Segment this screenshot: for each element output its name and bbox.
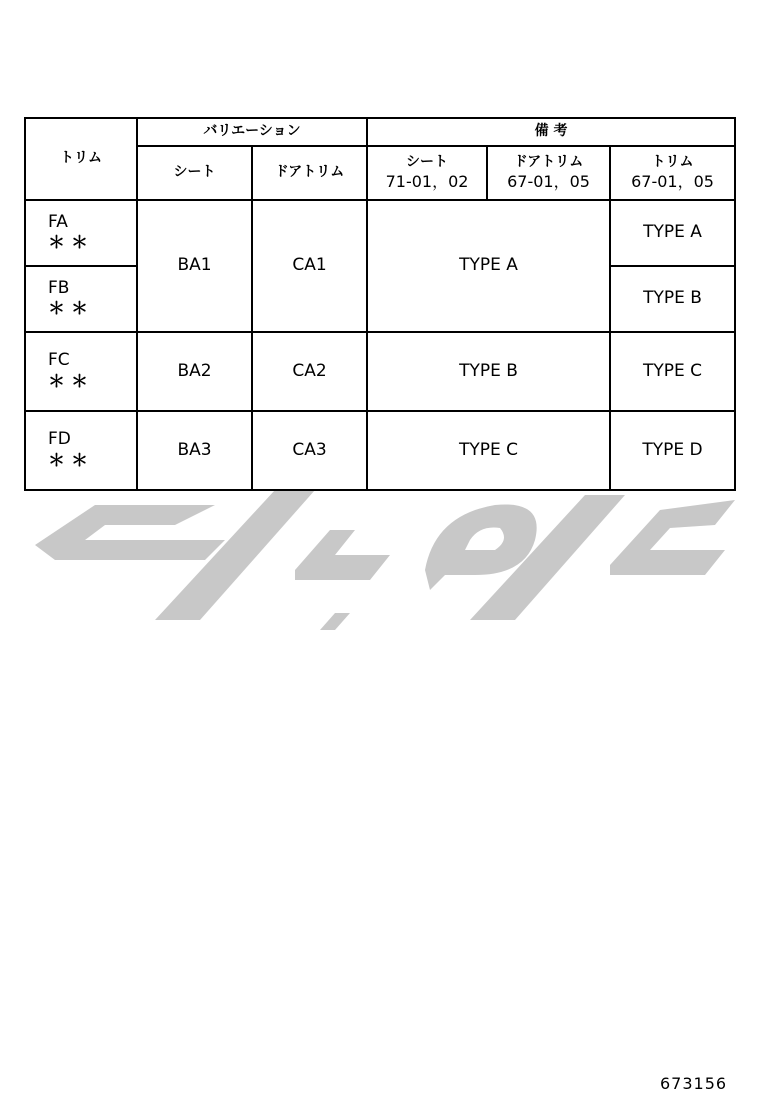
watermark-stroke-3 (295, 530, 390, 580)
trim-code-cell (25, 200, 137, 266)
trim-stars: ＊＊ (48, 450, 94, 471)
trim-stars: ＊＊ (48, 371, 94, 392)
header-remarks-seat (367, 146, 487, 200)
trim-stars: ＊＊ (48, 233, 94, 253)
table-row (25, 332, 735, 411)
remarks-door-trim-label: ドアトリム (513, 154, 584, 171)
door-trim-value: CA1 (252, 200, 367, 332)
trim-code: FC (48, 350, 70, 371)
trim-code: FA (48, 211, 68, 232)
seat-value: BA2 (137, 332, 252, 411)
header-variation: バリエーション (137, 118, 367, 146)
header-remarks: 備 考 (367, 118, 735, 146)
remarks-trim-date: 67-01，05 (631, 171, 714, 191)
table-row (25, 200, 735, 266)
document-number: 673156 (660, 1074, 728, 1093)
trim-code-cell (25, 332, 137, 411)
header-trim: トリム (25, 118, 137, 200)
door-trim-value: CA2 (252, 332, 367, 411)
remarks-seat-label: シート (406, 154, 449, 171)
trim-remark-value: TYPE D (610, 411, 735, 490)
watermark-stroke-1 (35, 505, 225, 560)
trim-code-cell (25, 266, 137, 332)
seat-value: BA1 (137, 200, 252, 332)
trim-code: FB (48, 277, 70, 298)
trim-remark-value: TYPE A (610, 200, 735, 266)
watermark-stroke-7 (610, 500, 735, 575)
remark-value: TYPE C (367, 411, 610, 490)
seat-value: BA3 (137, 411, 252, 490)
watermark-logo (25, 470, 740, 640)
remark-value: TYPE A (367, 200, 610, 332)
header-remarks-trim (610, 146, 735, 200)
remark-value: TYPE B (367, 332, 610, 411)
trim-remark-value: TYPE C (610, 332, 735, 411)
watermark-stroke-4 (320, 613, 350, 630)
door-trim-value: CA3 (252, 411, 367, 490)
header-door-trim: ドアトリム (252, 146, 367, 200)
trim-variation-table (24, 117, 736, 491)
table-row (25, 411, 735, 490)
header-remarks-door-trim (487, 146, 610, 200)
trim-remark-value: TYPE B (610, 266, 735, 332)
trim-code: FD (48, 429, 71, 450)
trim-stars: ＊＊ (48, 299, 94, 319)
remarks-trim-label: トリム (651, 154, 694, 171)
remarks-seat-date: 71-01，02 (385, 171, 469, 191)
header-seat: シート (137, 146, 252, 200)
trim-code-cell (25, 411, 137, 490)
remarks-door-trim-date: 67-01，05 (507, 171, 590, 191)
